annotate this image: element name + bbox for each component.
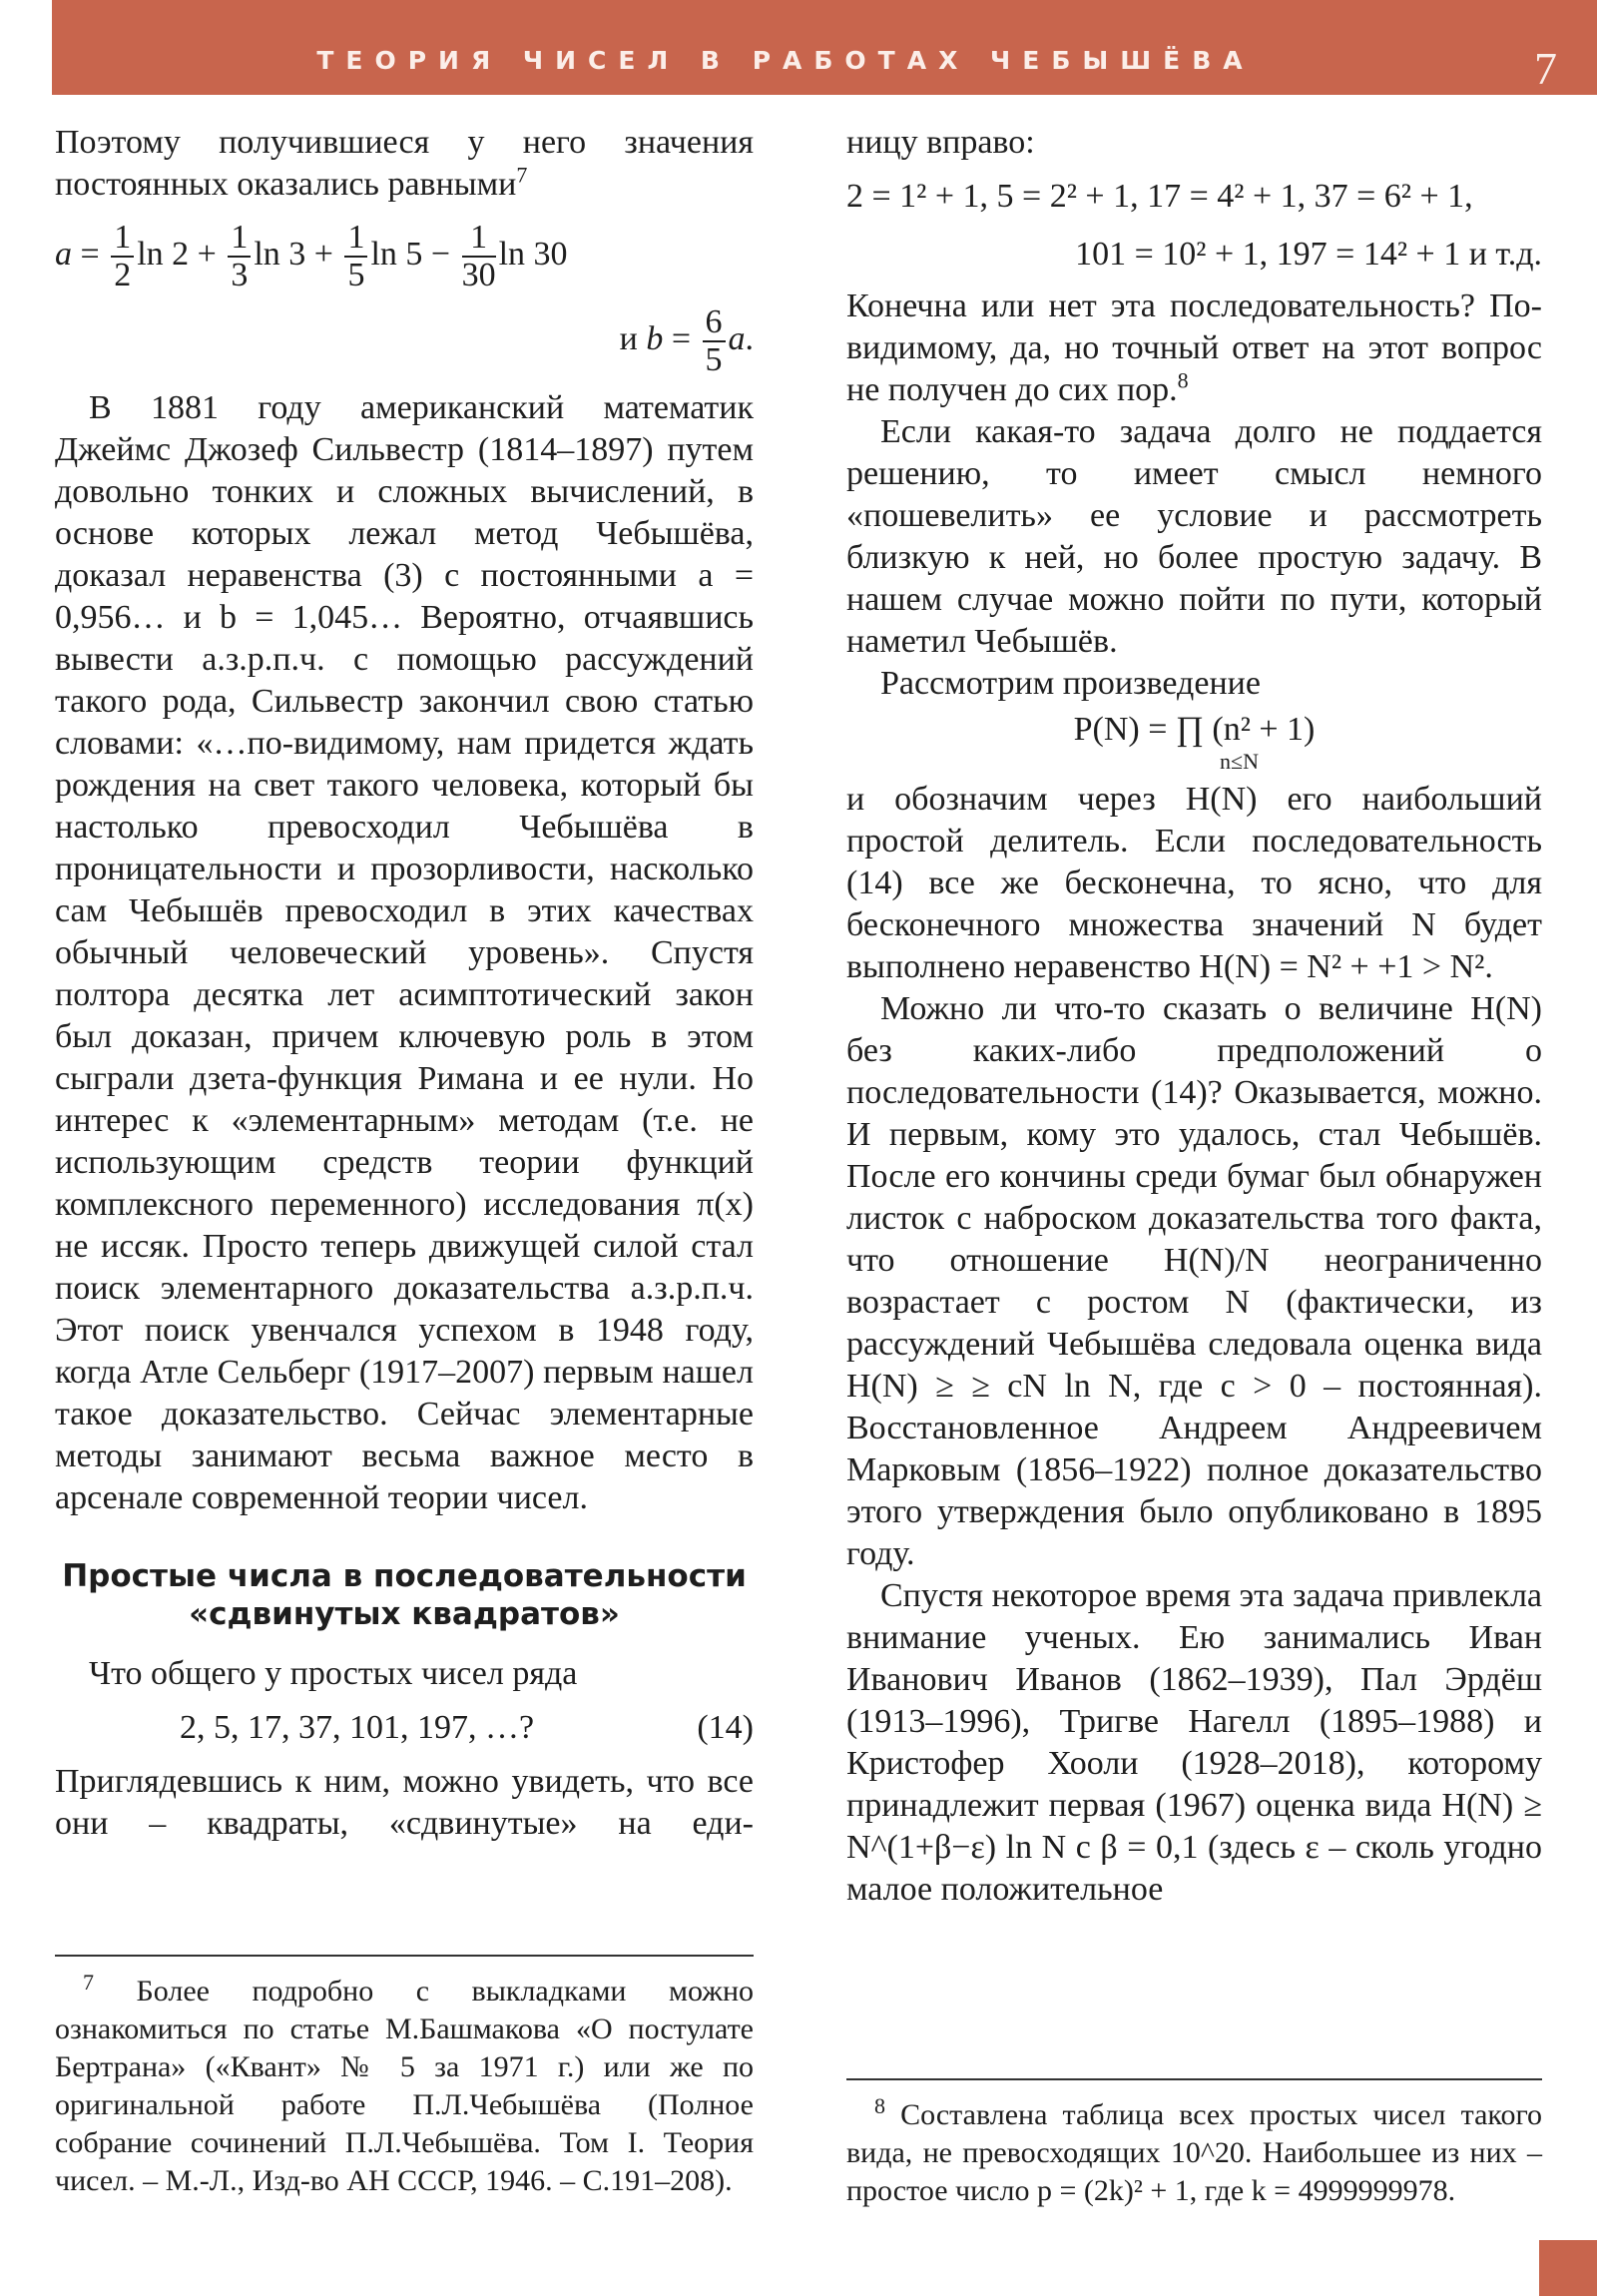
- right-paragraph-1: ницу вправо:: [846, 124, 1035, 161]
- formula-b-rendered: и b = $\frac{6}{5}$ a.: [619, 303, 754, 379]
- footnote-7-mark: 7: [83, 1970, 94, 1995]
- formula-a-rendered: a = $\frac{1}{2}$ ln 2 + $\frac{1}{3}$ ln 3 + $\frac{1}{5}$ ln 5 − $\frac{1}{30}$ ln 30: [55, 219, 568, 294]
- right-paragraph-6: Можно ли что-то сказать о величине H(N) без каких-либо предположений о последовательности (14)? Оказывается, можно. И первым, кому это удалось, стал Чебышёв. После его кончины среди бумаг был обнаружен листок с наброском доказательства того факта, что отношение H(N)/N неограниченно возрастает с ростом N (фактически, из рассуждений Чебышёва следовала оценка вида H(N) ≥ ≥ cN ln N, где c > 0 – постоянная). Восстановленное Андреем Андреевичем Марковым (1856–1922) полное доказательство этого утверждения было опубликовано в 1895 году.: [846, 990, 1542, 1572]
- left-paragraph-3: Что общего у простых чисел ряда: [89, 1655, 578, 1692]
- left-column: [55, 122, 754, 1845]
- footnote-7-text: Более подробно с выкладками можно ознакомиться по статье М.Башмакова «О постулате Бертрана» («Квант» № 5 за 1971 г.) или же по оригинальной работе П.Л.Чебышёва (Полное собрание сочинений П.Л.Чебышёва. Том I. Теория чисел. – М.-Л., Изд-во АН СССР, 1946. – С.191–208).: [55, 1975, 755, 2197]
- footnote-8-mark: 8: [874, 2093, 885, 2118]
- formula-b: [55, 297, 754, 381]
- right-paragraph-4: Рассмотрим произведение: [880, 665, 1261, 702]
- sequence-values: 2, 5, 17, 37, 101, 197, …?: [180, 1709, 535, 1746]
- right-paragraph-7: Спустя некоторое время эта задача привлекла внимание ученых. Ею занимались Иван Иванович Иванов (1862–1939), Пал Эрдёш (1913–1996), Тригве Нагелл (1895–1988) и Кристофер Хооли (1928–2018), которому принадлежит первая (1967) оценка вида H(N) ≥ N^(1+β−ε) ln N с β = 0,1 (здесь ε – сколь угодно малое положительное: [846, 1577, 1542, 1908]
- equation-number-14: (14): [697, 1709, 754, 1746]
- running-title: ТЕОРИЯ ЧИСЕЛ В РАБОТАХ ЧЕБЫШЁВА: [316, 46, 1255, 75]
- left-paragraph-4: Приглядевшись к ним, можно увидеть, что все они – квадраты, «сдвинутые» на еди-: [55, 1763, 754, 1842]
- squares-line-1: 2 = 1² + 1, 5 = 2² + 1, 17 = 4² + 1, 37 = 6² + 1,: [846, 178, 1473, 215]
- product-formula: [846, 709, 1542, 773]
- page-number: 7: [1534, 43, 1557, 94]
- page-header: [52, 0, 1597, 95]
- left-paragraph-2: В 1881 году американский математик Джеймс Джозеф Сильвестр (1814–1897) путем довольно тонких и сложных вычислений, в основе которых лежал метод Чебышёва, доказал неравенства (3) с постоянными a = 0,956… и b = 1,045… Вероятно, отчаявшись вывести а.з.р.п.ч. с помощью рассуждений такого рода, Сильвестр закончил свою статью словами: «…по-видимому, нам придется ждать рождения на свет такого человека, который бы настолько превосходил Чебышёва в проницательности и прозорливости, насколько сам Чебышёв превосходил в этих качествах обычный человеческий уровень». Спустя полтора десятка лет асимптотический закон был доказан, причем ключевую роль в этом сыграли дзета-функция Римана и ее нули. Но интерес к «элементарным» методам (т.е. не использующим средств теории функций комплексного переменного) исследования π(x) не иссяк. Просто теперь движущей силой стал поиск элементарного доказательства а.з.р.п.ч. Этот поиск увенчался успехом в 1948 году, когда Атле Сельберг (1917–2007) первым нашел такое доказательство. Сейчас элементарные методы занимают весьма важное место в арсенале современной теории чисел.: [55, 389, 754, 1516]
- right-paragraph-3: Если какая-то задача долго не поддается решению, то имеет смысл немного «пошевелить» ее условие и рассмотреть близкую к ней, но более простую задачу. В нашем случае можно пойти по пути, который наметил Чебышёв.: [846, 413, 1542, 660]
- section-title: Простые числа в последовательности «сдвинутых квадратов»: [62, 1558, 747, 1632]
- footnote-ref-7[interactable]: 7: [516, 162, 528, 188]
- right-column: [846, 122, 1542, 1911]
- squares-equation: [846, 176, 1542, 276]
- right-paragraph-2: Конечна или нет эта последовательность? По-видимому, да, но точный ответ на этот вопрос не получен до сих пор.$^8$: [846, 287, 1542, 408]
- product-formula-text: P(N) = ∏ (n² + 1): [1073, 711, 1316, 748]
- footnote-8: [846, 2078, 1542, 2210]
- right-paragraph-5: и обозначим через H(N) его наибольший простой делитель. Если последовательность (14) все же бесконечна, то ясно, что для бесконечного множества значений N будет выполнено неравенство H(N) = N² + +1 > N².: [846, 781, 1542, 985]
- footnote-7: [55, 1955, 754, 2200]
- footnote-8-text: Составлена таблица всех простых чисел такого вида, не превосходящих 10^20. Наибольшее из них – простое число p = (2k)² + 1, где k = 4999999978.: [846, 2098, 1543, 2207]
- product-subscript: n≤N: [1220, 749, 1259, 774]
- footnote-ref-8[interactable]: 8: [1177, 367, 1189, 393]
- corner-tab: [1539, 2240, 1597, 2296]
- sequence-14: [180, 1707, 754, 1749]
- formula-a: [55, 212, 754, 297]
- squares-line-2: 101 = 10² + 1, 197 = 14² + 1 и т.д.: [1075, 236, 1542, 273]
- left-paragraph-1: Поэтому получившиеся у него значения постоянных оказались равными$^7$: [55, 124, 754, 203]
